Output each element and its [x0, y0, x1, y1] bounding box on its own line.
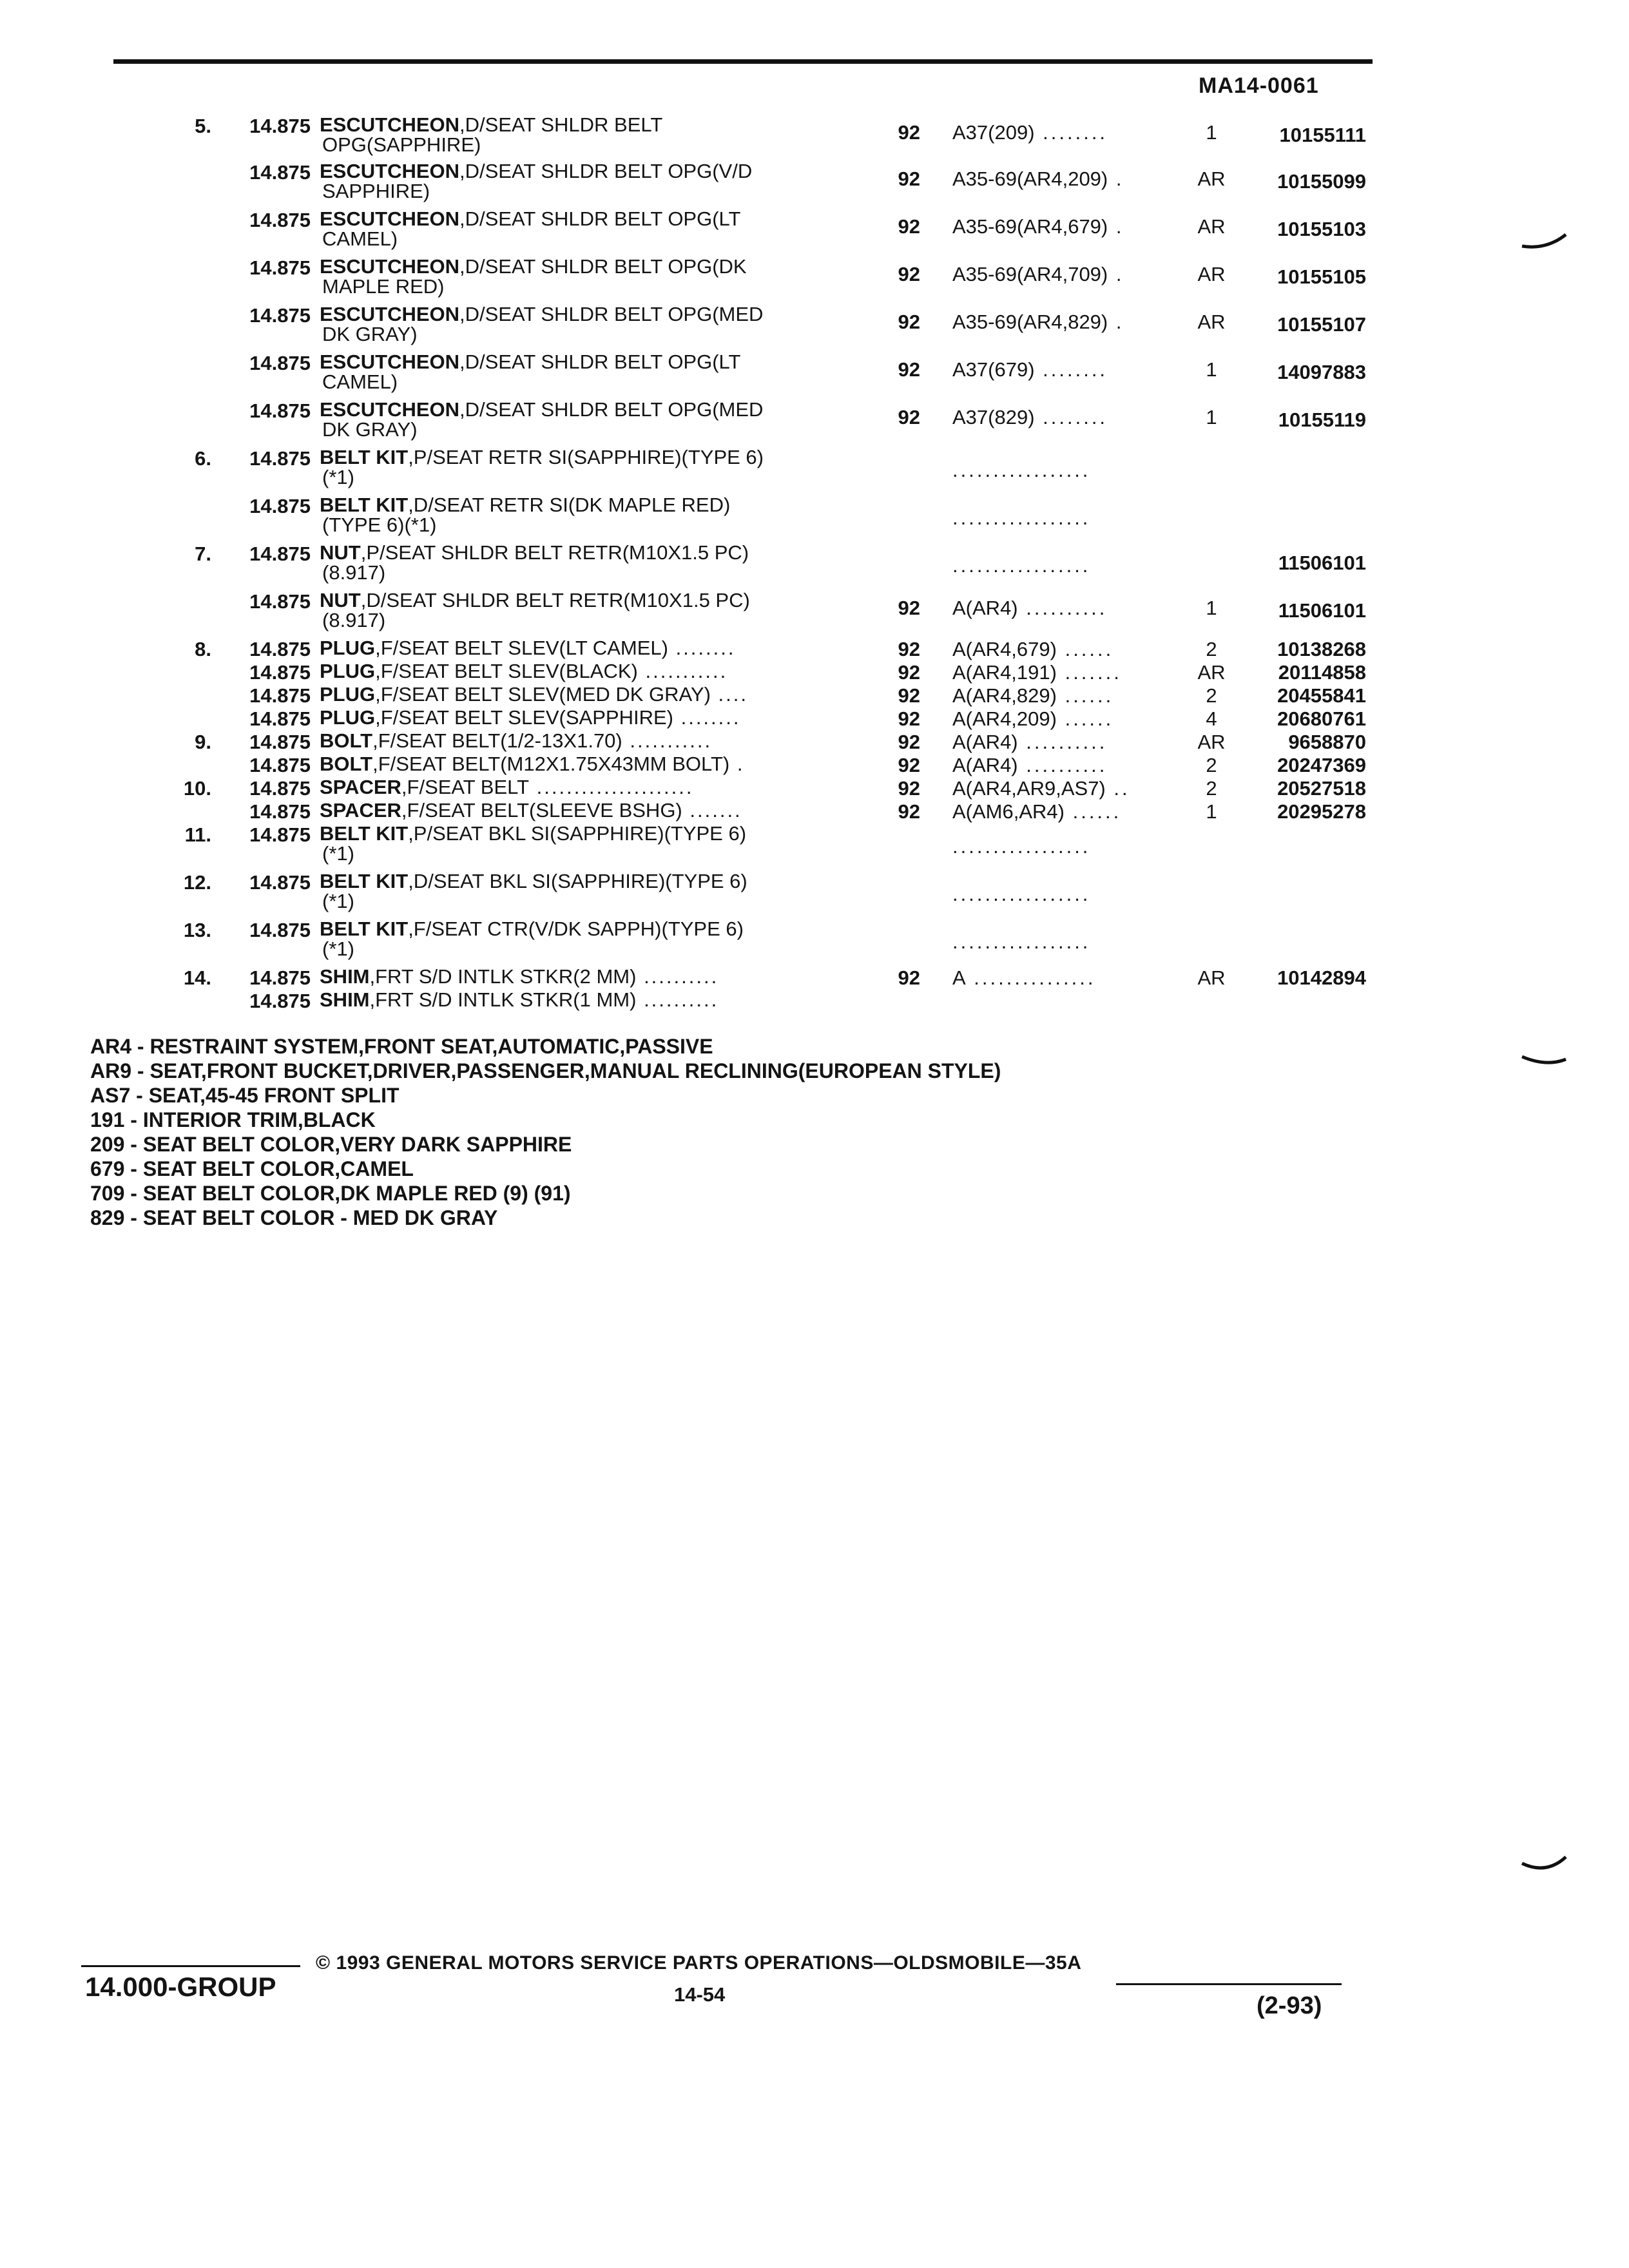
leader-dots: . [729, 753, 745, 775]
part-name: ESCUTCHEON [320, 113, 460, 136]
usage-code [952, 215, 1197, 238]
part-description [320, 115, 861, 155]
part-detail-continued: CAMEL) [322, 227, 398, 250]
leader-dots: ........... [637, 660, 728, 682]
usage-code [952, 966, 1197, 990]
quantity: AR [1197, 215, 1226, 238]
quantity: 2 [1206, 754, 1217, 776]
part-number: 10155111 [1279, 124, 1366, 146]
part-detail-continued: (*1) [322, 937, 354, 960]
part-description [320, 684, 861, 704]
part-name: ESCUTCHEON [320, 160, 460, 182]
part-number: 14097883 [1277, 361, 1366, 383]
group-number: 14.875 [249, 754, 311, 776]
leader-dots: .......... [1017, 597, 1108, 619]
quantity: 2 [1206, 684, 1217, 707]
part-description [320, 777, 861, 797]
part-name: ESCUTCHEON [320, 207, 460, 230]
quantity: 2 [1206, 777, 1217, 800]
usage-code [952, 121, 1197, 144]
model-year: 92 [898, 121, 920, 144]
note-line: 209 - SEAT BELT COLOR,VERY DARK SAPPHIRE [90, 1133, 572, 1156]
item-number: 10. [183, 777, 211, 800]
quantity: 1 [1206, 358, 1217, 381]
part-detail-continued: (*1) [322, 890, 354, 912]
part-name: BELT KIT [320, 870, 409, 892]
item-number: 7. [195, 543, 211, 565]
footer-rule-right [1116, 1983, 1342, 1985]
group-number: 14.875 [249, 990, 311, 1012]
item-number: 6. [195, 447, 211, 470]
part-detail: ,F/SEAT BELT(M12X1.75X43MM BOLT) [372, 753, 730, 775]
model-year: 92 [898, 311, 920, 333]
usage-value: A(AR4) [952, 754, 1018, 776]
part-description [320, 256, 861, 296]
option-code-notes [90, 1034, 1001, 1230]
group-number: 14.875 [249, 800, 311, 823]
usage-value: A(AR4) [952, 731, 1018, 753]
part-detail: ,D/SEAT SHLDR BELT OPG(DK [459, 255, 747, 278]
leader-dots: ...... [1064, 800, 1122, 823]
item-number: 8. [195, 638, 211, 660]
group-number: 14.875 [249, 731, 311, 753]
leader-dots: .. [1105, 777, 1130, 800]
model-year: 92 [898, 966, 920, 989]
group-number: 14.875 [249, 707, 311, 730]
footer-group-label: 14.000-GROUP [85, 1972, 276, 2002]
part-name: BELT KIT [320, 446, 409, 468]
leader-dots: ................. [952, 459, 1091, 481]
part-description [320, 661, 861, 681]
usage-value: A35-69(AR4,679) [952, 215, 1108, 238]
part-detail-continued: CAMEL) [322, 370, 398, 393]
part-name: BOLT [320, 753, 373, 775]
leader-dots: ............... [965, 966, 1096, 989]
leader-dots: ........ [1034, 406, 1108, 428]
part-name: BELT KIT [320, 822, 409, 845]
leader-dots: ....... [682, 799, 742, 822]
part-name: SPACER [320, 799, 401, 822]
usage-value: A35-69(AR4,209) [952, 168, 1108, 190]
usage-code [952, 930, 1197, 954]
top-rule [113, 59, 1373, 64]
usage-code [952, 311, 1197, 334]
footer-revision-date: (2-93) [1257, 1992, 1322, 2019]
quantity: 1 [1206, 597, 1217, 619]
part-name: ESCUTCHEON [320, 351, 460, 373]
part-detail-continued: (TYPE 6)(*1) [322, 514, 437, 536]
part-detail: ,D/SEAT SHLDR BELT OPG(MED [459, 303, 764, 325]
group-number: 14.875 [249, 495, 311, 517]
part-description [320, 495, 861, 535]
quantity: 2 [1206, 638, 1217, 660]
usage-code [952, 638, 1197, 661]
model-year: 92 [898, 215, 920, 238]
quantity: 1 [1206, 121, 1217, 144]
part-description [320, 543, 861, 582]
note-line: 829 - SEAT BELT COLOR - MED DK GRAY [90, 1206, 498, 1229]
leader-dots: . [1108, 215, 1124, 238]
part-detail: ,D/SEAT SHLDR BELT OPG(LT [459, 351, 741, 373]
group-number: 14.875 [249, 161, 311, 184]
part-detail: ,F/SEAT BELT SLEV(MED DK GRAY) [375, 683, 711, 706]
part-detail: ,F/SEAT BELT SLEV(SAPPHIRE) [375, 706, 673, 729]
part-name: SHIM [320, 988, 370, 1011]
leader-dots: ................. [952, 506, 1091, 529]
usage-code [952, 168, 1197, 191]
model-year: 92 [898, 777, 920, 800]
group-number: 14.875 [249, 256, 311, 279]
quantity: AR [1197, 966, 1226, 989]
leader-dots: . [1108, 263, 1124, 285]
part-description [320, 919, 861, 959]
part-number: 20247369 [1277, 754, 1366, 776]
part-name: PLUG [320, 660, 376, 682]
leader-dots: .......... [1017, 754, 1108, 776]
group-number: 14.875 [249, 684, 311, 707]
part-detail: ,D/SEAT SHLDR BELT OPG(MED [459, 398, 764, 421]
leader-dots: ................. [952, 883, 1091, 905]
leader-dots: . [1108, 311, 1124, 333]
item-number: 14. [183, 966, 211, 989]
note-line: 679 - SEAT BELT COLOR,CAMEL [90, 1157, 414, 1180]
footer-rule-left [81, 1965, 300, 1967]
item-number: 9. [195, 731, 211, 753]
part-detail: ,FRT S/D INTLK STKR(1 MM) [369, 988, 637, 1011]
part-description [320, 754, 861, 774]
part-detail-continued: (*1) [322, 466, 354, 488]
part-number: 20114858 [1278, 661, 1366, 684]
leader-dots: ...... [1056, 684, 1114, 707]
usage-code [952, 406, 1197, 429]
part-detail: ,F/SEAT BELT [401, 776, 530, 798]
part-description [320, 590, 861, 630]
model-year: 92 [898, 358, 920, 381]
part-detail-continued: (8.917) [322, 609, 386, 631]
part-description [320, 966, 861, 986]
model-year: 92 [898, 800, 920, 823]
part-name: BELT KIT [320, 494, 409, 516]
model-year: 92 [898, 707, 920, 730]
part-name: PLUG [320, 706, 376, 729]
usage-value: A(AR4,209) [952, 707, 1057, 730]
part-name: SHIM [320, 965, 370, 988]
note-line: 709 - SEAT BELT COLOR,DK MAPLE RED (9) (91) [90, 1182, 571, 1205]
part-name: ESCUTCHEON [320, 303, 460, 325]
group-number: 14.875 [249, 871, 311, 894]
footer-page-number: 14-54 [674, 1983, 726, 2006]
leader-dots: ................. [952, 930, 1091, 953]
quantity: 4 [1206, 707, 1217, 730]
usage-code [952, 263, 1197, 286]
group-number: 14.875 [249, 399, 311, 422]
part-description [320, 399, 861, 439]
group-number: 14.875 [249, 919, 311, 941]
usage-code [952, 597, 1197, 620]
group-number: 14.875 [249, 590, 311, 613]
leader-dots: ........... [622, 729, 713, 752]
leader-dots: ...... [1056, 638, 1114, 660]
usage-value: A37(679) [952, 358, 1035, 381]
quantity: AR [1197, 311, 1226, 333]
quantity: AR [1197, 263, 1226, 285]
part-number: 10155107 [1277, 313, 1366, 336]
usage-code [952, 554, 1197, 577]
part-detail: ,D/SEAT BKL SI(SAPPHIRE)(TYPE 6) [408, 870, 747, 892]
usage-value: A(AR4) [952, 597, 1018, 619]
footer-copyright: © 1993 GENERAL MOTORS SERVICE PARTS OPERATIONS—OLDSMOBILE—35A [316, 1952, 1082, 1974]
part-detail: ,D/SEAT SHLDR BELT RETR(M10X1.5 PC) [360, 589, 750, 611]
usage-code [952, 684, 1197, 707]
leader-dots: .......... [636, 988, 719, 1011]
group-number: 14.875 [249, 115, 311, 137]
usage-code [952, 731, 1197, 754]
part-description [320, 209, 861, 249]
part-name: BELT KIT [320, 918, 409, 940]
group-number: 14.875 [249, 638, 311, 660]
usage-code [952, 835, 1197, 858]
leader-dots: ........ [668, 637, 736, 659]
part-description [320, 352, 861, 392]
usage-value: A35-69(AR4,709) [952, 263, 1108, 285]
part-detail-continued: (8.917) [322, 561, 386, 584]
group-number: 14.875 [249, 777, 311, 800]
leader-dots: ..................... [529, 776, 694, 798]
leader-dots: ...... [1056, 707, 1114, 730]
group-number: 14.875 [249, 966, 311, 989]
leader-dots: .......... [636, 965, 719, 988]
part-name: NUT [320, 541, 361, 564]
note-line: AR9 - SEAT,FRONT BUCKET,DRIVER,PASSENGER,MANUAL RECLINING(EUROPEAN STYLE) [90, 1059, 1001, 1082]
binding-hole-mark [1521, 1050, 1567, 1070]
part-detail: ,FRT S/D INTLK STKR(2 MM) [369, 965, 637, 988]
usage-value: A(AR4,191) [952, 661, 1057, 684]
quantity: AR [1197, 731, 1226, 753]
part-detail-continued: OPG(SAPPHIRE) [322, 133, 481, 156]
model-year: 92 [898, 168, 920, 190]
part-detail: ,F/SEAT BELT(SLEEVE BSHG) [401, 799, 682, 822]
usage-code [952, 754, 1197, 777]
group-number: 14.875 [249, 543, 311, 565]
quantity: AR [1197, 168, 1226, 190]
leader-dots: ................. [952, 835, 1091, 858]
quantity: AR [1197, 661, 1226, 684]
part-detail: ,P/SEAT SHLDR BELT RETR(M10X1.5 PC) [360, 541, 749, 564]
part-number: 10155103 [1277, 218, 1366, 240]
part-detail-continued: SAPPHIRE) [322, 180, 430, 202]
part-detail: ,F/SEAT BELT(1/2-13X1.70) [372, 729, 622, 752]
part-name: ESCUTCHEON [320, 255, 460, 278]
part-description [320, 304, 861, 344]
part-name: PLUG [320, 637, 376, 659]
part-detail: ,F/SEAT BELT SLEV(BLACK) [375, 660, 638, 682]
part-number: 10155099 [1277, 170, 1366, 193]
part-detail: ,D/SEAT SHLDR BELT [459, 113, 663, 136]
usage-code [952, 883, 1197, 906]
model-year: 92 [898, 684, 920, 707]
part-detail: ,F/SEAT BELT SLEV(LT CAMEL) [375, 637, 668, 659]
usage-code [952, 800, 1197, 823]
part-description [320, 823, 861, 863]
part-detail-continued: DK GRAY) [322, 418, 418, 441]
usage-code [952, 777, 1197, 800]
usage-value: A37(829) [952, 406, 1035, 428]
usage-value: A(AR4,AR9,AS7) [952, 777, 1106, 800]
quantity: 1 [1206, 406, 1217, 428]
note-line: AS7 - SEAT,45-45 FRONT SPLIT [90, 1084, 400, 1107]
part-name: BOLT [320, 729, 373, 752]
part-detail-continued: (*1) [322, 842, 354, 865]
leader-dots: ........ [1034, 121, 1108, 144]
model-year: 92 [898, 754, 920, 776]
part-description [320, 990, 861, 1010]
note-line: 191 - INTERIOR TRIM,BLACK [90, 1108, 376, 1131]
leader-dots: ................. [952, 554, 1091, 577]
leader-dots: . [1108, 168, 1124, 190]
part-number: 10155105 [1277, 265, 1366, 288]
group-number: 14.875 [249, 447, 311, 470]
group-number: 14.875 [249, 661, 311, 684]
part-name: PLUG [320, 683, 376, 706]
part-description [320, 447, 861, 487]
model-year: 92 [898, 661, 920, 684]
part-number: 20527518 [1277, 777, 1366, 800]
usage-value: A(AM6,AR4) [952, 800, 1065, 823]
usage-code [952, 506, 1197, 530]
model-year: 92 [898, 406, 920, 428]
part-description [320, 638, 861, 658]
leader-dots: .......... [1017, 731, 1108, 753]
part-number: 10142894 [1277, 966, 1366, 989]
usage-value: A [952, 966, 966, 989]
usage-code [952, 459, 1197, 482]
quantity: 1 [1206, 800, 1217, 823]
part-description [320, 871, 861, 911]
part-detail: ,P/SEAT RETR SI(SAPPHIRE)(TYPE 6) [408, 446, 764, 468]
part-number: 20680761 [1277, 707, 1366, 730]
usage-value: A(AR4,679) [952, 638, 1057, 660]
usage-value: A35-69(AR4,829) [952, 311, 1108, 333]
leader-dots: .... [710, 683, 749, 706]
model-year: 92 [898, 638, 920, 660]
part-detail: ,D/SEAT SHLDR BELT OPG(LT [459, 207, 741, 230]
part-description [320, 707, 861, 727]
binding-hole-mark [1521, 232, 1567, 251]
usage-value: A37(209) [952, 121, 1035, 144]
model-year: 92 [898, 263, 920, 285]
part-number: 10155119 [1278, 408, 1366, 431]
part-number: 11506101 [1278, 599, 1366, 622]
note-line: AR4 - RESTRAINT SYSTEM,FRONT SEAT,AUTOMATIC,PASSIVE [90, 1035, 713, 1058]
group-number: 14.875 [249, 352, 311, 374]
group-number: 14.875 [249, 209, 311, 231]
part-detail: ,F/SEAT CTR(V/DK SAPPH)(TYPE 6) [408, 918, 744, 940]
item-number: 13. [183, 919, 211, 941]
part-number: 9658870 [1288, 731, 1366, 753]
group-number: 14.875 [249, 823, 311, 846]
part-number: 11506101 [1278, 552, 1366, 574]
leader-dots: ....... [1056, 661, 1122, 684]
usage-code [952, 661, 1197, 684]
part-detail: ,P/SEAT BKL SI(SAPPHIRE)(TYPE 6) [408, 822, 747, 845]
part-number: 20295278 [1277, 800, 1366, 823]
part-description [320, 731, 861, 751]
part-detail: ,D/SEAT SHLDR BELT OPG(V/D [459, 160, 753, 182]
part-description [320, 161, 861, 201]
item-number: 5. [195, 115, 211, 137]
part-name: SPACER [320, 776, 401, 798]
binding-hole-mark [1521, 1856, 1567, 1875]
part-number: 20455841 [1277, 684, 1366, 707]
part-detail-continued: MAPLE RED) [322, 275, 445, 298]
usage-code [952, 707, 1197, 731]
model-year: 92 [898, 731, 920, 753]
part-description [320, 800, 861, 820]
usage-code [952, 358, 1197, 381]
group-number: 14.875 [249, 304, 311, 327]
usage-value: A(AR4,829) [952, 684, 1057, 707]
model-year: 92 [898, 597, 920, 619]
part-detail-continued: DK GRAY) [322, 323, 418, 345]
part-name: NUT [320, 589, 361, 611]
leader-dots: ........ [1034, 358, 1108, 381]
item-number: 11. [184, 823, 211, 846]
leader-dots: ........ [673, 706, 741, 729]
item-number: 12. [183, 871, 211, 894]
part-name: ESCUTCHEON [320, 398, 460, 421]
part-number: 10138268 [1277, 638, 1366, 660]
document-id: MA14-0061 [1199, 73, 1319, 98]
part-detail: ,D/SEAT RETR SI(DK MAPLE RED) [408, 494, 731, 516]
